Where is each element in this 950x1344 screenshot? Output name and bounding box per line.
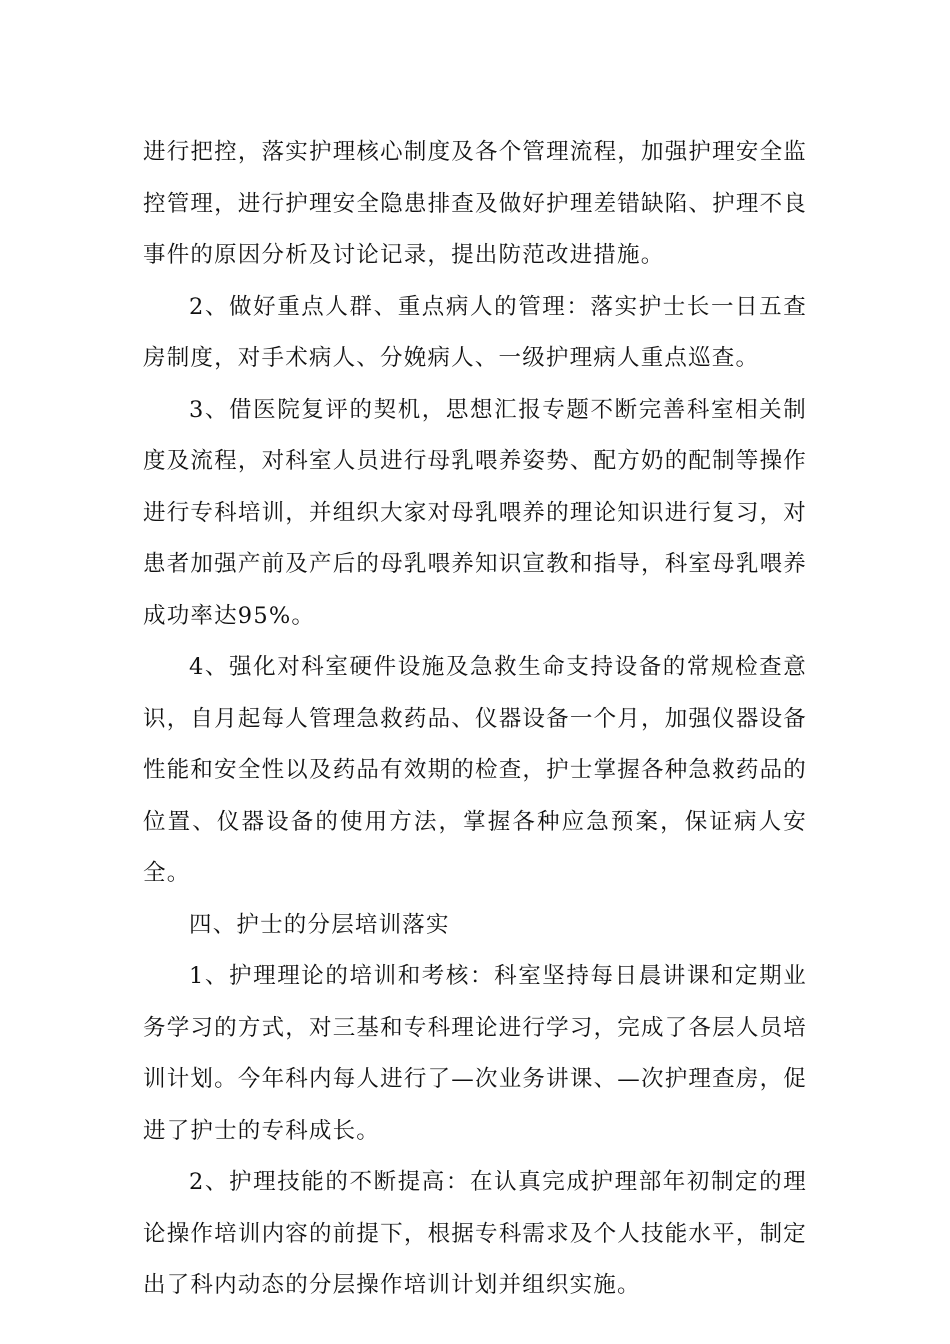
document-body: [143, 127, 807, 1312]
paragraph-section-item-2: 2、护理技能的不断提高：在认真完成护理部年初制定的理论操作培训内容的前提下，根据专科需求及个人技能水平，制定出了科内动态的分层操作培训计划并组织实施。: [143, 1169, 807, 1298]
paragraph-continuation: 进行把控，落实护理核心制度及各个管理流程，加强护理安全监控管理，进行护理安全隐患排查及做好护理差错缺陷、护理不良事件的原因分析及讨论记录，提出防范改进措施。: [143, 139, 807, 268]
paragraph-item-4: 4、强化对科室硬件设施及急救生命支持设备的常规检查意识，自月起每人管理急救药品、仪器设备一个月，加强仪器设备性能和安全性以及药品有效期的检查，护士掌握各种急救药品的位置、仪器设备的使用方法，掌握各种应急预案，保证病人安全。: [143, 654, 807, 886]
paragraph-section-item-1: 1、护理理论的培训和考核：科室坚持每日晨讲课和定期业务学习的方式，对三基和专科理论进行学习，完成了各层人员培训计划。今年科内每人进行了—次业务讲课、—次护理查房，促进了护士的专科成长。: [143, 963, 807, 1144]
paragraph-item-2: 2、做好重点人群、重点病人的管理：落实护士长一日五查房制度，对手术病人、分娩病人、一级护理病人重点巡查。: [143, 293, 807, 371]
section-heading: 四、护士的分层培训落实: [189, 911, 450, 938]
paragraph-item-3: 3、借医院复评的契机，思想汇报专题不断完善科室相关制度及流程，对科室人员进行母乳喂养姿势、配方奶的配制等操作进行专科培训，并组织大家对母乳喂养的理论知识进行复习，对患者加强产前及产后的母乳喂养知识宣教和指导，科室母乳喂养成功率达95%。: [143, 396, 807, 629]
